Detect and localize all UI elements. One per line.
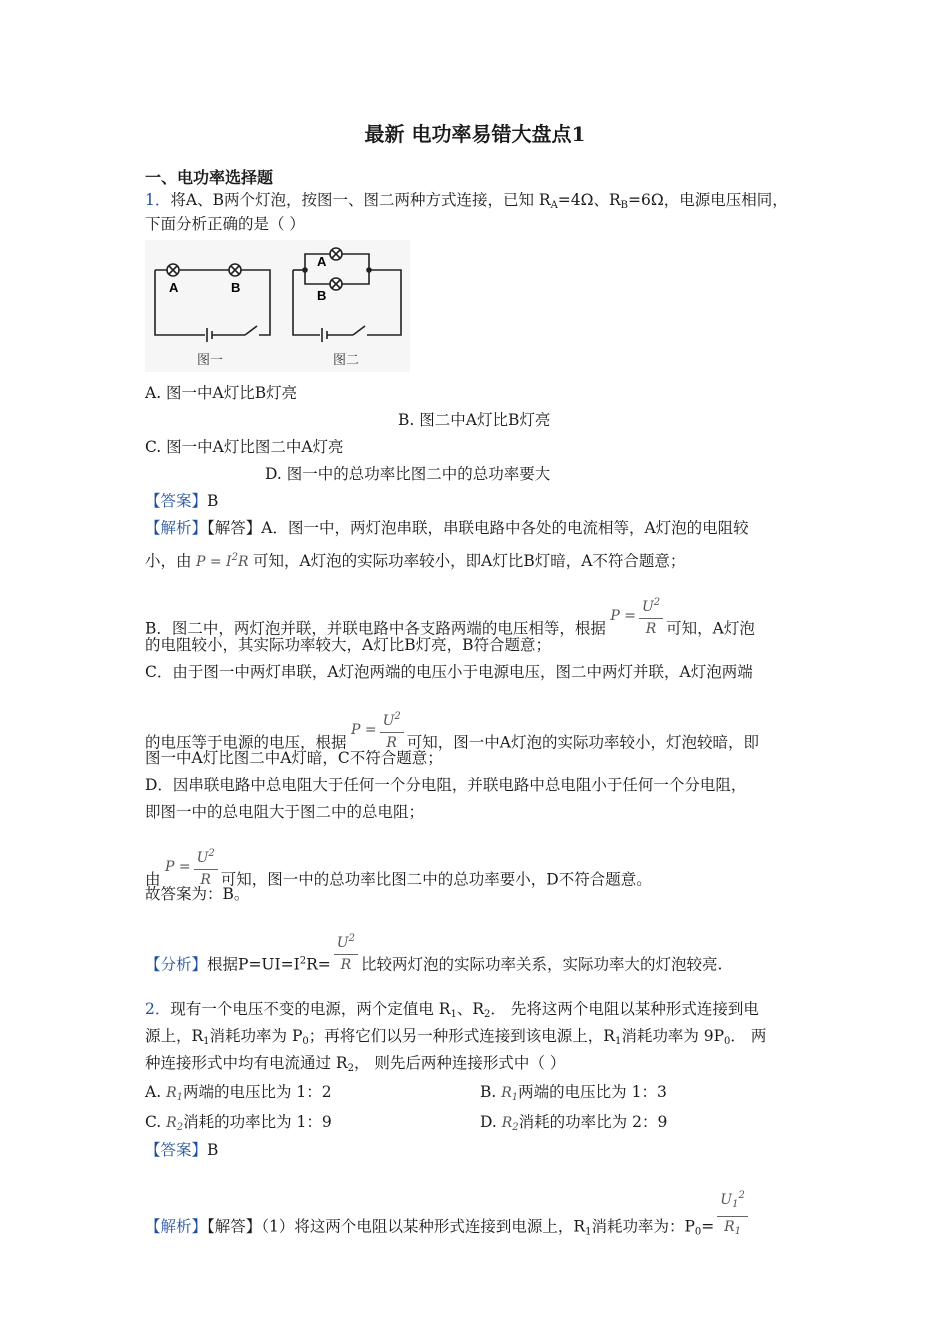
q1-line1: 1．将A、B两个灯泡，按图一、图二两种方式连接，已知 $R_A=4\Omega$、$R_B=6\Omega$，电源电压相同， <box>145 191 788 211</box>
section-heading: 一、电功率选择题 <box>145 168 274 187</box>
page-title: 最新 电功率易错大盘点1 <box>364 122 586 146</box>
q2-line2: 源上，$R_1$消耗功率为 $P_0$；再将它们以另一种形式连接到该电源上，$R_1$消耗功率为 $9P_0$． 两 <box>145 1027 767 1047</box>
q2-analysis-a1: 【解析】【解答】（1）将这两个电阻以某种形式连接到电源上，$R_1$消耗功率为：$P_0=$ $\frac{U_1^2}{R_1}$ <box>145 1199 751 1256</box>
formula-p-i2r: $P = I^2R$ <box>195 552 249 570</box>
q1-option-b: B. 图二中A灯比B灯亮 <box>398 411 551 429</box>
q1-conclusion: 故答案为：B。 <box>145 885 250 903</box>
q1-analysis-c2: 的电压等于电源的电压，根据 P = $\frac{U^2}{R}$ 可知，图一中A灯泡的实际功率较小，灯泡较暗，即 <box>145 720 759 767</box>
formula-p-u2r-b: P = $\frac{U^2}{R}$ <box>606 608 666 624</box>
q2-line3: 种连接形式中均有电流通过 $R_2$， 则先后两种连接形式中（ ） <box>145 1054 566 1074</box>
q1-analysis-b1: B．图二中，两灯泡并联，并联电路中各支路两端的电压相等，根据 P = $\frac{U^2}{R}$ 可知，A灯泡 <box>145 606 755 653</box>
fig1-label-a: A <box>169 280 179 295</box>
q1-number: 1． <box>145 191 171 209</box>
q2-line1: 2．现有一个电压不变的电源，两个定值电 $R_1$、$R_2$． 先将这两个电阻以某种形式连接到电 <box>145 1000 759 1020</box>
fig2-caption: 图二 <box>333 353 360 368</box>
q1-analysis-a1: 【解析】【解答】A．图一中，两灯泡串联，串联电路中各处的电流相等，A灯泡的电阻较 <box>145 519 749 537</box>
q1-analysis-c3: 图一中A灯比图二中A灯暗，C不符合题意； <box>145 749 443 767</box>
q2-option-d: D. $R_2$消耗的功率比为 2：9 <box>480 1113 668 1133</box>
q1-analysis-d3: 由 P = $\frac{U^2}{R}$ 可知，图一中的总功率比图二中的总功率要小，D不符合题意。 <box>145 857 652 904</box>
q1-analysis-d1: D．因串联电路中总电阻大于任何一个分电阻，并联电路中总电阻小于任何一个分电阻， <box>145 776 747 794</box>
q2-option-c: C. $R_2$消耗的功率比为 1：9 <box>145 1113 332 1133</box>
fig2-label-b: B <box>317 288 327 303</box>
q2-answer: 【答案】B <box>145 1141 219 1159</box>
q1-answer: 【答案】B <box>145 492 219 510</box>
q2-option-b: B. $R_1$两端的电压比为 1：3 <box>480 1083 667 1103</box>
q2-option-a: A. $R_1$两端的电压比为 1：2 <box>145 1083 332 1103</box>
formula-u2r-fx: $\frac{U^2}{R}$ <box>331 944 361 960</box>
formula-p-u2r-d: P = $\frac{U^2}{R}$ <box>161 859 221 875</box>
q1-analysis-a2: 小，由 $P = I^2R$ 可知，A灯泡的实际功率较小，即A灯比B灯暗，A不符合题意； <box>145 552 686 570</box>
fenxi-tag: 【分析】 <box>145 955 208 974</box>
q1-line2: 下面分析正确的是（ ） <box>145 215 305 233</box>
analysis-tag: 【解析】 <box>145 519 208 537</box>
q1-analysis-b2: 的电阻较小，其实际功率较大，A灯比B灯亮，B符合题意； <box>145 636 551 654</box>
circuit-figure <box>145 240 410 372</box>
q1-analysis-c1: C．由于图一中两灯串联，A灯泡两端的电压小于电源电压，图二中两灯并联，A灯泡两端 <box>145 663 753 681</box>
q2-number: 2． <box>145 1000 171 1018</box>
q1-option-c: C. 图一中A灯比图二中A灯亮 <box>145 438 344 456</box>
fig1-label-b: B <box>231 280 241 295</box>
q1-option-d: D. 图一中的总功率比图二中的总功率要大 <box>265 465 551 483</box>
q1-fenxi: 【分析】根据$P=UI=I^2R=$ $\frac{U^2}{R}$ 比较两灯泡的实际功率关系，实际功率大的灯泡较亮. <box>145 942 722 989</box>
answer-tag: 【答案】 <box>145 492 208 510</box>
q1-option-a: A. 图一中A灯比B灯亮 <box>145 384 298 402</box>
fig2-label-a: A <box>317 254 327 269</box>
q1-analysis-d2: 即图一中的总电阻大于图二中的总电阻； <box>145 803 425 821</box>
fig1-caption: 图一 <box>197 353 224 368</box>
formula-u1-r1: $\frac{U_1^2}{R_1}$ <box>714 1206 751 1222</box>
formula-p-u2r-c: P = $\frac{U^2}{R}$ <box>347 722 407 738</box>
